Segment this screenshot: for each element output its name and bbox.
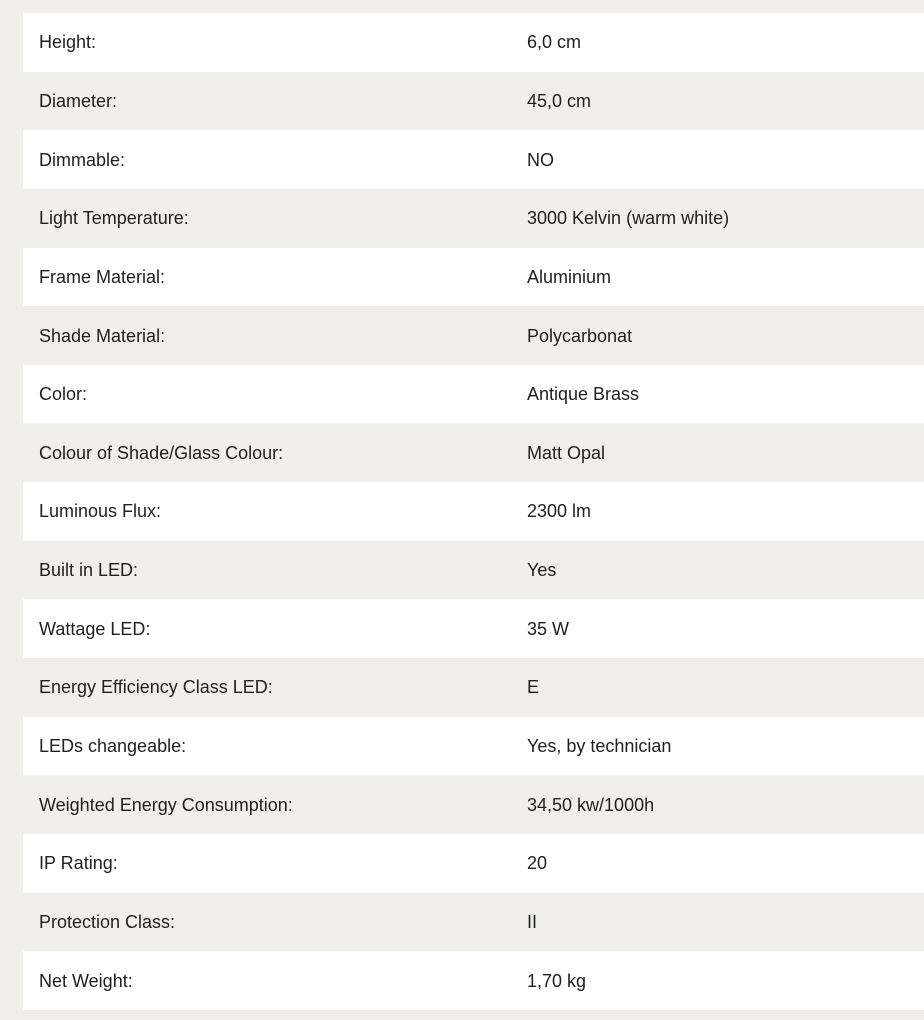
spec-row-energy-efficiency — [23, 658, 924, 717]
spec-label: Luminous Flux: — [39, 501, 162, 522]
spec-label: IP Rating: — [39, 853, 118, 874]
spec-row-protection-class — [23, 893, 924, 952]
spec-row-shade-colour — [23, 423, 924, 482]
spec-value: E — [527, 677, 540, 698]
spec-row-frame-material — [23, 248, 924, 307]
spec-label: Colour of Shade/Glass Colour: — [39, 442, 284, 463]
spec-row-wattage-led — [23, 599, 924, 658]
spec-value: 3000 Kelvin (warm white) — [527, 208, 730, 229]
product-specifications-table — [23, 13, 924, 1010]
spec-value: Yes, by technician — [527, 736, 672, 756]
spec-label: Diameter: — [39, 90, 118, 111]
spec-row-color — [23, 365, 924, 424]
spec-row-luminous-flux — [23, 482, 924, 541]
spec-value: II — [527, 911, 538, 932]
spec-label: Shade Material: — [39, 325, 166, 346]
spec-label: Height: — [39, 32, 97, 53]
spec-row-built-in-led — [23, 541, 924, 600]
spec-value: 34,50 kw/1000h — [527, 794, 655, 815]
spec-label: Weighted Energy Consumption: — [39, 794, 293, 815]
spec-label: Dimmable: — [39, 149, 126, 170]
spec-value: Aluminium — [527, 266, 612, 287]
spec-row-diameter — [23, 72, 924, 131]
spec-label: Light Temperature: — [39, 208, 189, 229]
spec-label: Net Weight: — [39, 970, 133, 991]
spec-row-dimmable — [23, 130, 924, 189]
spec-value: 1,70 kg — [527, 970, 587, 991]
spec-row-leds-changeable — [23, 717, 924, 776]
spec-value: Polycarbonat — [527, 325, 633, 346]
spec-value: Antique Brass — [527, 384, 640, 405]
spec-value: 35 W — [527, 618, 570, 639]
spec-label: Frame Material: — [39, 266, 166, 287]
spec-label: Protection Class: — [39, 911, 176, 932]
spec-label: Wattage LED: — [39, 618, 151, 639]
spec-label: Color: — [39, 384, 88, 405]
spec-label: Built in LED: — [39, 560, 139, 581]
spec-row-height — [23, 13, 924, 72]
spec-label: LEDs changeable: — [39, 736, 187, 756]
spec-value: Yes — [527, 560, 557, 581]
spec-value: NO — [527, 149, 554, 170]
spec-row-shade-material — [23, 306, 924, 365]
spec-row-light-temperature — [23, 189, 924, 248]
spec-value: 6,0 cm — [527, 32, 582, 53]
spec-value: 2300 lm — [527, 501, 592, 522]
spec-label: Energy Efficiency Class LED: — [39, 677, 273, 698]
spec-row-net-weight — [23, 951, 924, 1010]
spec-value: 20 — [527, 853, 548, 874]
spec-value: 45,0 cm — [527, 90, 592, 111]
spec-row-ip-rating — [23, 834, 924, 893]
spec-value: Matt Opal — [527, 442, 606, 463]
spec-row-energy-consumption — [23, 775, 924, 834]
